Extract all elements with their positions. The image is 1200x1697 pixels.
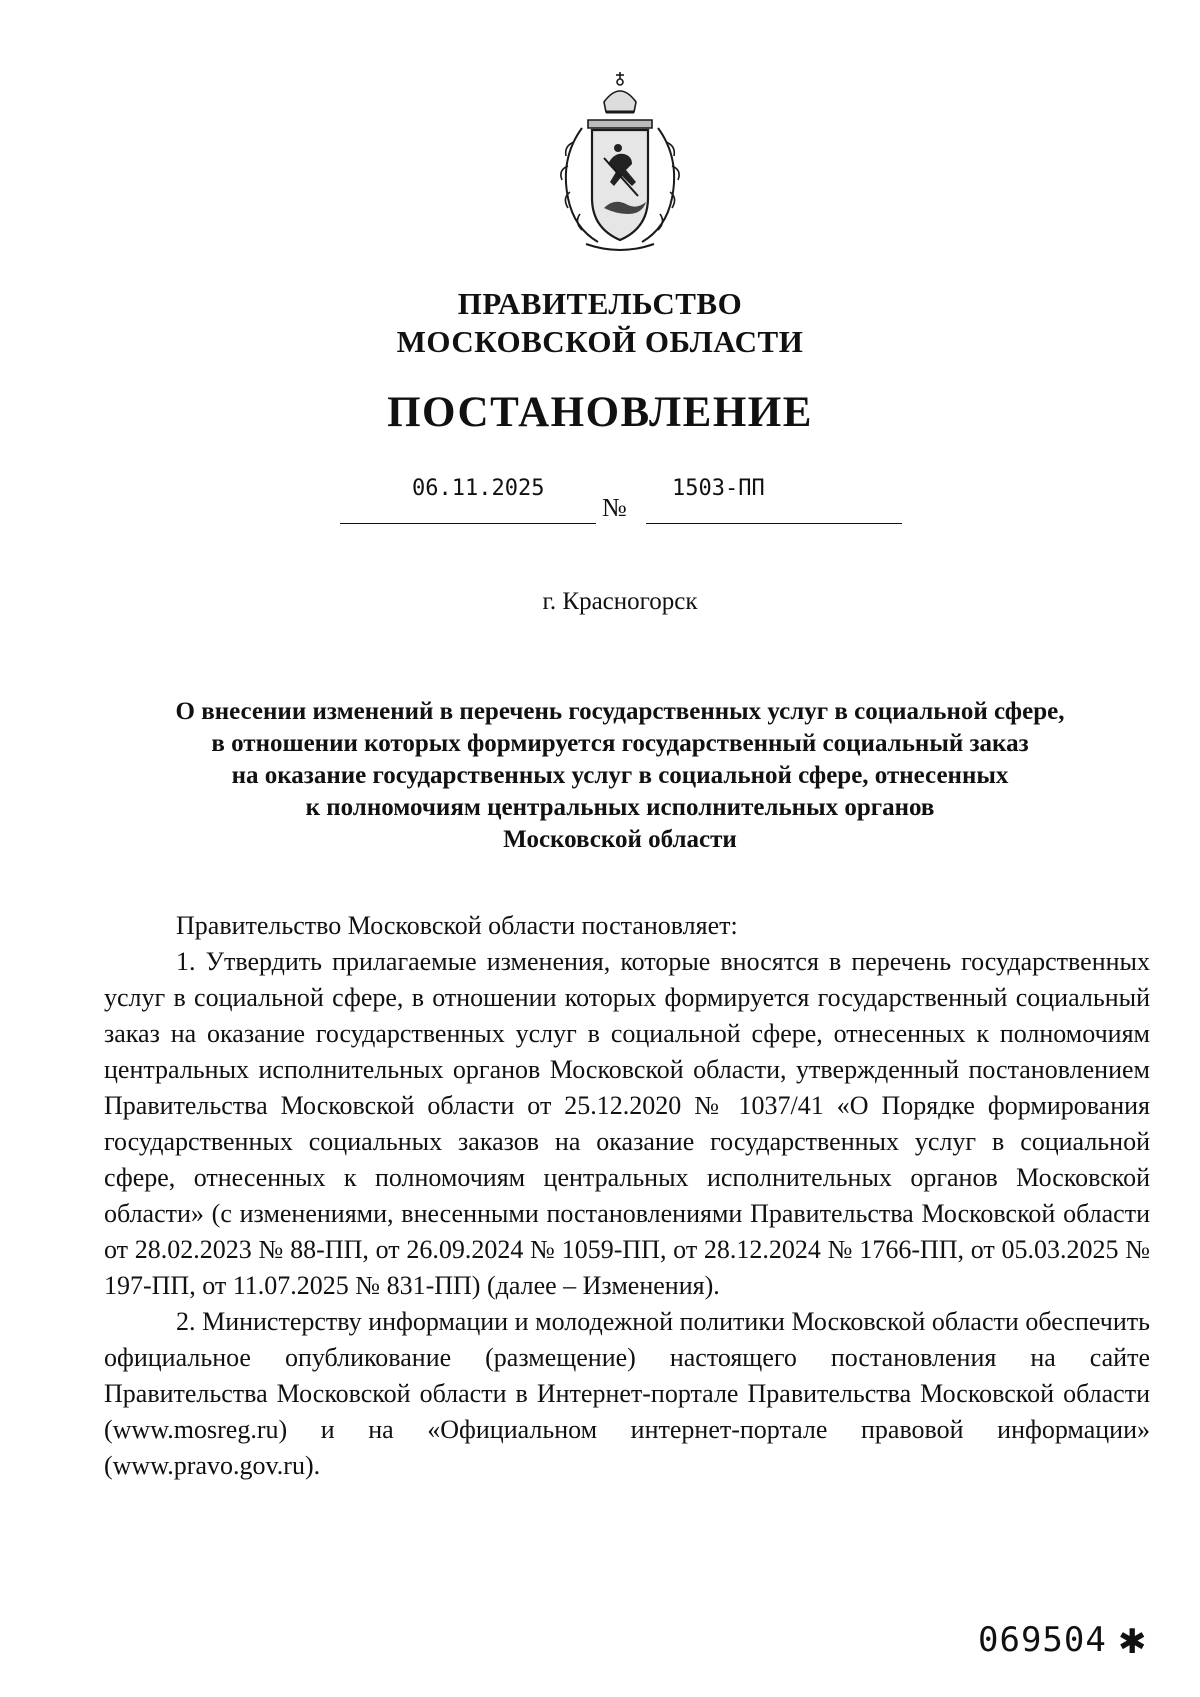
document-city: г. Красногорск [542,588,698,615]
number-underline [646,523,902,524]
subject-line: на оказание государственных услуг в социальной сфере, отнесенных [231,762,1009,789]
coat-of-arms-icon [552,68,688,258]
body-paragraph-2: 2. Министерству информации и молодежной политики Московской области обеспечить официальное опубликование (размещение) настоящего постановления на сайте Правительства Московской области в Интернет-портале Правительства Московской области (www.mosreg.ru) и на «Официальном интернет-портале правовой информации» (www.pravo.gov.ru). [104,1307,1150,1480]
body-lead: Правительство Московской области постановляет: [176,911,738,940]
document-subject [0,696,1200,856]
date-underline [340,523,596,524]
organization-name-line1: ПРАВИТЕЛЬСТВО [457,286,743,321]
document-number: 1503-ПП [672,476,765,501]
asterisk-mark-icon: ✱ [1118,1622,1147,1662]
number-sign: № [602,493,627,522]
subject-line: в отношении которых формируется государственный социальный заказ [211,730,1029,757]
subject-line: О внесении изменений в перечень государственных услуг в социальной сфере, [175,698,1065,725]
body-paragraph-1: 1. Утвердить прилагаемые изменения, которые вносятся в перечень государственных услуг в социальной сфере, в отношении которых формируется государственный социальный заказ на оказание государственных услуг в социальной сфере, отнесенных к полномочиям центральных исполнительных органов Московской области, утвержденный постановлением Правительства Московской области от 25.12.2020 № 1037/41 «О Порядке формирования государственных социальных заказов на оказание государственных услуг в социальной сфере, отнесенных к полномочиям центральных исполнительных органов Московской области» (с изменениями, внесенными постановлениями Правительства Московской области от 28.02.2023 № 88-ПП, от 26.09.2024 № 1059-ПП, от 28.12.2024 № 1766-ПП, от 05.03.2025 № 197-ПП, от 11.07.2025 № 831-ПП) (далее – Изменения). [104,947,1150,1300]
subject-line: к полномочиям центральных исполнительных органов [305,794,935,821]
organization-name-line2: МОСКОВСКОЙ ОБЛАСТИ [396,324,804,359]
document-date: 06.11.2025 [412,476,545,501]
document-type-title: ПОСТАНОВЛЕНИЕ [387,389,813,436]
serial-number: 069504 [978,1620,1107,1660]
subject-line: Московской области [503,826,737,853]
document-body [104,908,1150,1484]
